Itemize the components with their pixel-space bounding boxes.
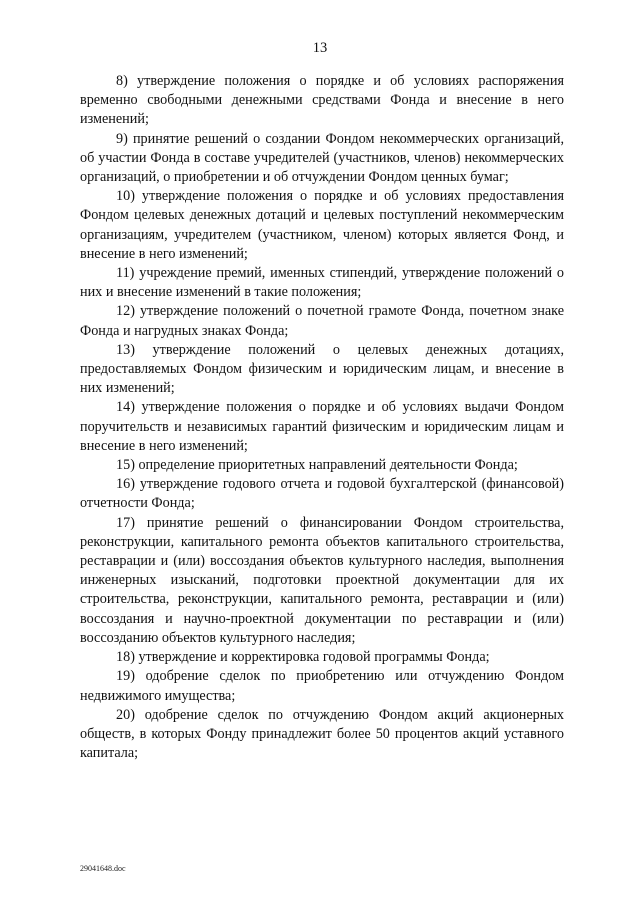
list-item: 8) утверждение положения о порядке и об условиях распоряжения временно свободными денежными средствами Фонда и внесение в него изменений; (80, 73, 564, 128)
document-body (80, 72, 564, 763)
list-item: 10) утверждение положения о порядке и об условиях предоставления Фондом целевых денежных дотаций и целевых поступлений некоммерческим организациям, учредителем (участником, членом) которых является Фонд, и внесение в него изменений; (80, 188, 564, 262)
list-item: 15) определение приоритетных направлений деятельности Фонда; (116, 457, 518, 474)
list-item: 16) утверждение годового отчета и годовой бухгалтерской (финансовой) отчетности Фонда; (80, 476, 564, 512)
list-item: 12) утверждение положений о почетной грамоте Фонда, почетном знаке Фонда и нагрудных знаках Фонда; (80, 303, 564, 339)
page-number: 13 (312, 40, 328, 56)
list-item: 14) утверждение положения о порядке и об условиях выдачи Фондом поручительств и независимых гарантий физическим и юридическим лицам и внесение в него изменений; (80, 399, 564, 454)
list-item: 9) принятие решений о создании Фондом некоммерческих организаций, об участии Фонда в составе учредителей (участников, членов) некоммерческих организаций, о приобретении и об отчуждении Фондом ценных бумаг; (80, 130, 564, 186)
footer-filename: 29041648.doc (80, 864, 126, 873)
list-item: 13) утверждение положений о целевых денежных дотациях, предоставляемых Фондом физическим и юридическим лицам, и внесение в них изменений; (80, 341, 564, 397)
list-item: 19) одобрение сделок по приобретению или отчуждению Фондом недвижимого имущества; (80, 668, 564, 704)
list-item: 17) принятие решений о финансировании Фондом строительства, реконструкции, капитального ремонта объектов капитального строительства, реставрации и (или) воссоздания объектов культурного наследия, выполнения инженерных изысканий, подготовки проектной документации для их строительства, реконструкции, капитального ремонта, реставрации и (или) воссоздания и научно-проектной документации по реставрации и (или) воссозданию объектов культурного наследия; (80, 514, 564, 646)
list-item: 11) учреждение премий, именных стипендий, утверждение положений о них и внесение изменений в такие положения; (80, 265, 564, 301)
list-item: 20) одобрение сделок по отчуждению Фондом акций акционерных обществ, в которых Фонду принадлежит более 50 процентов акций уставного капитала; (80, 706, 564, 762)
list-item: 18) утверждение и корректировка годовой программы Фонда; (116, 649, 490, 666)
